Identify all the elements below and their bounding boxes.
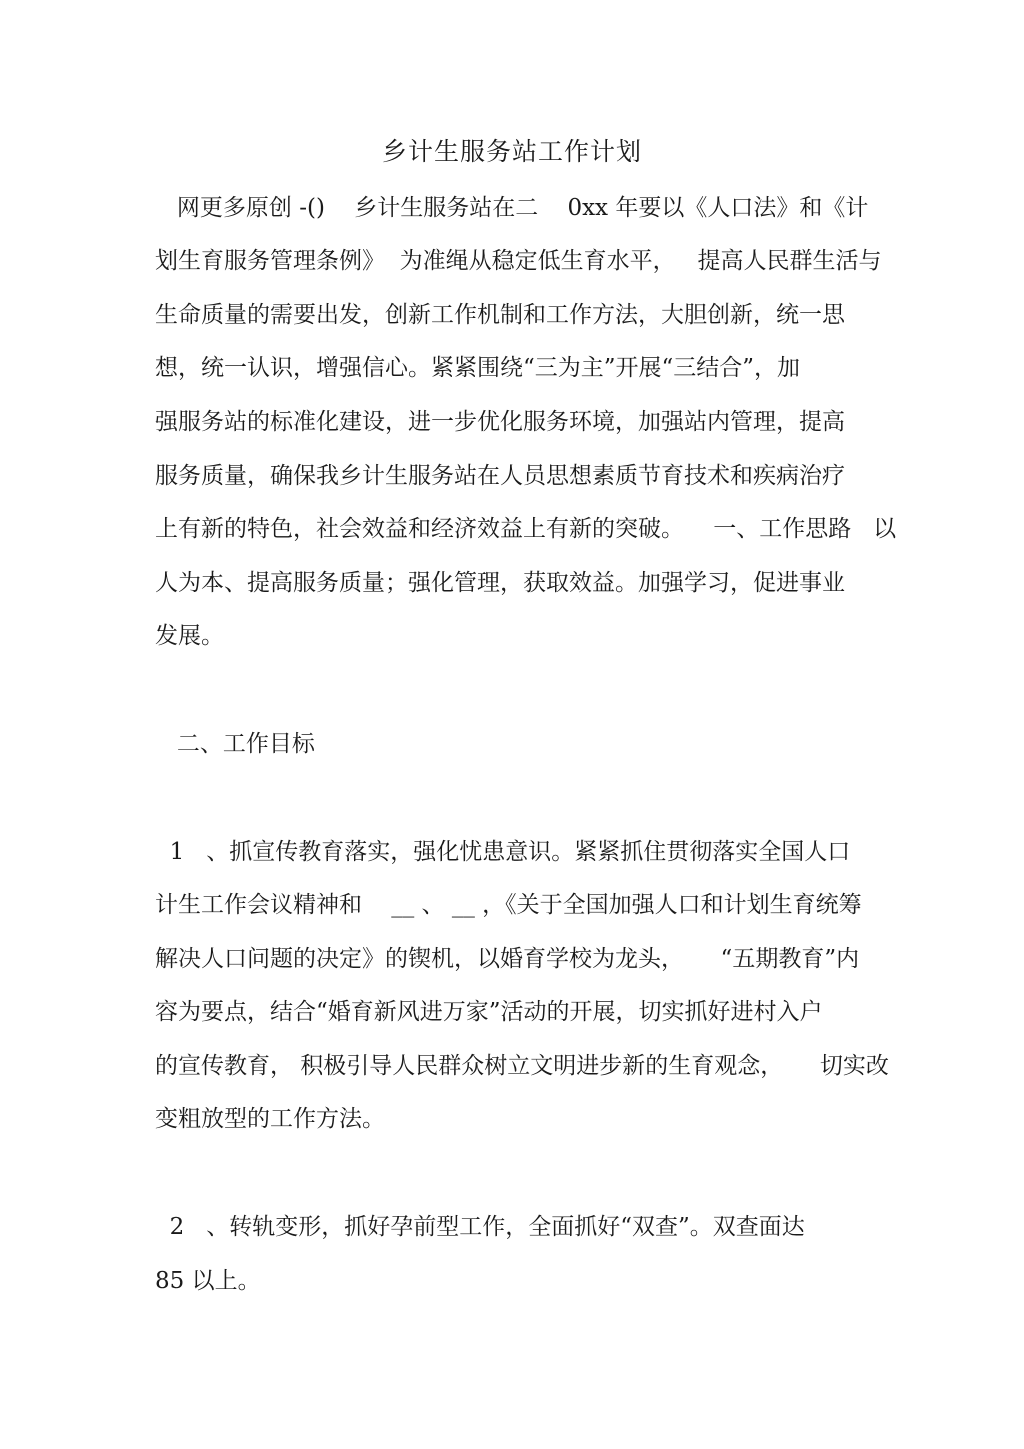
text-line: 想，统一认识，增强信心。紧紧围绕“三为主”开展“三结合”，加	[155, 355, 801, 381]
document-title: 乡计生服务站工作计划	[381, 137, 642, 166]
text-line: 的宣传教育， 积极引导人民群众树立文明进步新的生育观念， 切实改	[155, 1053, 889, 1079]
text-line: 容为要点，结合“婚育新风进万家”活动的开展，切实抓好进村入户	[155, 999, 823, 1025]
text-line: 发展。	[155, 623, 224, 649]
text-line: 划生育服务管理条例》 为准绳从稳定低生育水平， 提高人民群生活与	[155, 248, 882, 274]
text-line: 1 、抓宣传教育落实，强化忧患意识。紧紧抓住贯彻落实全国人口	[155, 839, 851, 865]
text-line: 网更多原创 -() 乡计生服务站在二 0xx 年要以《人口法》和《计	[155, 195, 869, 221]
section-heading: 二、工作目标	[155, 731, 315, 757]
text-line: 强服务站的标准化建设，进一步优化服务环境，加强站内管理，提高	[155, 409, 845, 435]
text-line: 变粗放型的工作方法。	[155, 1106, 385, 1132]
text-line: 解决人口问题的决定》的锲机，以婚育学校为龙头， “五期教育”内	[155, 946, 860, 972]
text-line: 计生工作会议精神和 __ 、 __ ，《关于全国加强人口和计划生育统筹	[155, 892, 862, 918]
text-line: 生命质量的需要出发，创新工作机制和工作方法，大胆创新，统一思	[155, 302, 845, 328]
text-line: 上有新的特色，社会效益和经济效益上有新的突破。 一、工作思路 以	[155, 516, 897, 542]
text-line: 服务质量，确保我乡计生服务站在人员思想素质节育技术和疾病治疗	[155, 463, 845, 489]
text-line: 2 、转轨变形，抓好孕前型工作，全面抓好“双查”。双查面达	[155, 1214, 805, 1240]
text-line: 人为本、提高服务质量；强化管理，获取效益。加强学习，促进事业	[155, 570, 845, 596]
text-line: 85 以上。	[155, 1268, 261, 1294]
